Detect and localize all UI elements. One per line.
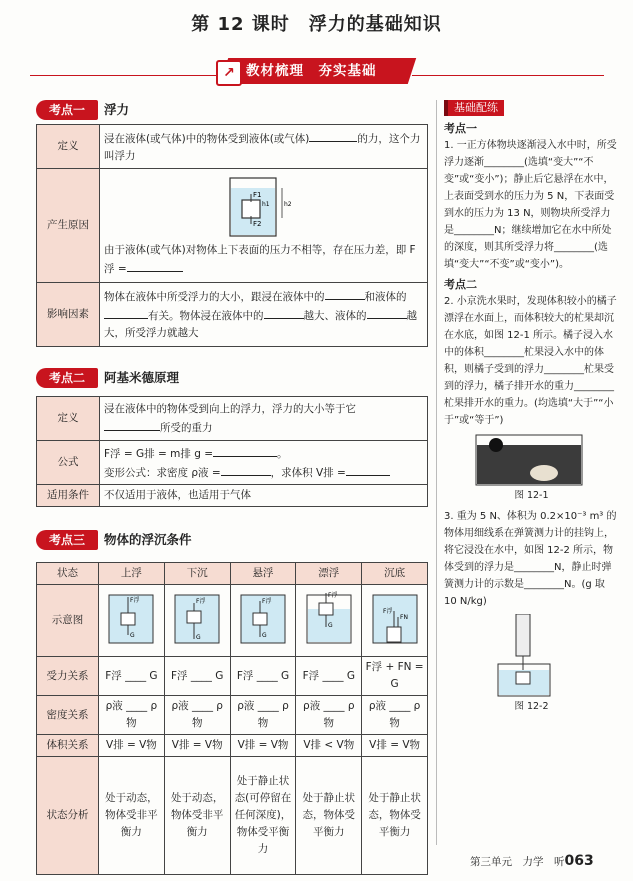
kp3-header-suspend: 悬浮 xyxy=(230,563,296,585)
kp3-diagram-row xyxy=(37,585,428,657)
blank xyxy=(346,463,390,476)
blank xyxy=(264,306,304,319)
blank xyxy=(104,306,148,319)
practice-tag: 基础配练 xyxy=(444,100,504,116)
kp3-header-state: 状态 xyxy=(37,563,99,585)
svg-text:F浮: F浮 xyxy=(196,597,206,605)
kp2-heading xyxy=(36,368,426,388)
kp3-label-diagram: 示意图 xyxy=(37,585,99,657)
kp2-row-conditions xyxy=(37,485,428,507)
blank xyxy=(221,463,271,476)
blank xyxy=(309,129,357,142)
kp1-tag: 考点一 xyxy=(36,100,98,120)
kp2-name: 阿基米德原理 xyxy=(104,370,180,385)
kp3-table xyxy=(36,562,428,875)
fig-12-1-image xyxy=(474,433,584,487)
diagram-float xyxy=(303,589,355,647)
section-banner xyxy=(216,58,412,84)
fig-f2: F2 xyxy=(253,219,262,228)
svg-text:F浮: F浮 xyxy=(130,596,140,604)
fig-12-1-caption: 图 12-1 xyxy=(514,490,549,501)
banner-text: 教材梳理 夯实基础 xyxy=(246,63,377,79)
kp2-cell-definition: 浸在液体中的物体受到向上的浮力，浮力的大小等于它 所受的重力 xyxy=(100,397,428,441)
svg-text:FN: FN xyxy=(399,613,408,621)
blank xyxy=(104,418,160,431)
diagram-bottom-cell xyxy=(362,585,428,657)
kp3-header-bottom: 沉底 xyxy=(362,563,428,585)
kp2-cell-formula: F浮 = G排 = m排 g = 。 变形公式：求密度 ρ液 = ，求体积 V排 = xyxy=(100,441,428,485)
kp3-header-float: 漂浮 xyxy=(296,563,362,585)
footer-unit: 第三单元 力学 xyxy=(470,856,544,868)
kp1-name: 浮力 xyxy=(104,102,130,117)
svg-text:F浮: F浮 xyxy=(261,597,272,605)
svg-text:G: G xyxy=(327,621,333,629)
kp3-row-density: 密度关系 ρ液 ____ ρ物 ρ液 ____ ρ物 ρ液 ____ ρ物 ρ液 ____ ρ物 ρ液 ____ ρ物 xyxy=(37,696,428,735)
kp2-cell-conditions: 不仅适用于液体，也适用于气体 xyxy=(100,485,428,507)
kp1-cell-cause: F1 F2 h1 h2 由于液体(或气体)对物体上下表面的压力不相等，存在压力差，即 F浮 = xyxy=(100,169,428,283)
kp2-label-formula: 公式 xyxy=(37,441,100,485)
question-3: 3. 重为 5 N、体积为 0.2×10⁻³ m³ 的物体用细线系在弹簧测力计的挂钩上，将它浸没在水中，如图 12-2 所示，物体受到的浮力是________N，静止时弹簧测力计的示数是________N。(g 取 10 N/kg) xyxy=(444,511,617,607)
kp2-label-definition: 定义 xyxy=(37,397,100,441)
fig-12-2-caption: 图 12-2 xyxy=(514,701,549,712)
kp3-tag: 考点三 xyxy=(36,530,98,550)
column-divider xyxy=(436,100,437,845)
kp1-label-definition: 定义 xyxy=(37,125,100,169)
kp1-row-definition xyxy=(37,125,428,169)
diagram-suspend xyxy=(237,589,289,647)
page-footer xyxy=(470,853,594,869)
buoyancy-cause-figure xyxy=(224,174,294,238)
diagram-sink-cell xyxy=(164,585,230,657)
kp3-header-row xyxy=(37,563,428,585)
practice-sub2: 考点二 xyxy=(444,278,477,291)
fig-h1: h1 xyxy=(262,200,270,208)
fig-12-2-image xyxy=(494,614,554,698)
kp2-table xyxy=(36,396,428,507)
svg-text:G: G xyxy=(130,631,136,639)
page-number: 063 xyxy=(564,853,594,869)
kp3-heading xyxy=(36,530,426,550)
kp2-row-formula xyxy=(37,441,428,485)
svg-text:F浮: F浮 xyxy=(327,591,338,599)
diagram-rise xyxy=(105,589,157,647)
kp1-row-factors xyxy=(37,283,428,347)
kp3-row-volume: 体积关系 V排 = V物 V排 = V物 V排 = V物 V排 < V物 V排 = V物 xyxy=(37,735,428,757)
blank xyxy=(367,306,407,319)
banner-rule-right xyxy=(412,75,604,76)
page-title: 第 12 课时 浮力的基础知识 xyxy=(191,14,442,35)
kp1-row-cause xyxy=(37,169,428,283)
practice-sub1: 考点一 xyxy=(444,122,477,135)
kp3-name: 物体的浮沉条件 xyxy=(104,532,192,547)
kp3-header-rise: 上浮 xyxy=(99,563,165,585)
diagram-rise-cell xyxy=(99,585,165,657)
kp1-cell-definition: 浸在液体(或气体)中的物体受到液体(或气体) 的力，这个力叫浮力 xyxy=(100,125,428,169)
kp2-tag: 考点二 xyxy=(36,368,98,388)
question-2: 2. 小京洗水果时，发现体积较小的橘子漂浮在水面上，而体积较大的杧果却沉在水底，如图 12-1 所示。橘子浸入水中的体积________杧果浸入水中的体积，则橘子受到的浮力________杧果受到的浮力，橘子排开水的重力________杧果排开水的重力。(均选填“大于”“小于”或“等于”) xyxy=(444,296,617,426)
fig-f1: F1 xyxy=(253,190,262,199)
banner-rule-left xyxy=(30,75,216,76)
question-1: 1. 一正方体物块逐渐浸入水中时，所受浮力逐渐________(选填“变大”“不变”或“变小”)；静止后它悬浮在水中，上表面受到水的压力为 5 N，下表面受到水的压力为 13 N，则物块所受浮力是________N；继续增加它在水中所处的深度，则其所受浮力将________(选填“变大”“不变”或“变小”)。 xyxy=(444,140,617,270)
footer-listen: 听 xyxy=(554,856,565,868)
kp3-header-sink: 下沉 xyxy=(164,563,230,585)
kp1-table xyxy=(36,124,428,347)
practice-column xyxy=(444,100,619,715)
kp3-row-analysis: 状态分析 处于动态，物体受非平衡力 处于动态，物体受非平衡力 处于静止状态(可停留在任何深度)，物体受平衡力 处于静止状态，物体受平衡力 处于静止状态，物体受平衡力 xyxy=(37,757,428,875)
diagram-sink xyxy=(171,589,223,647)
kp3-row-force: 受力关系 F浮 ____ G F浮 ____ G F浮 ____ G F浮 ____ G F浮 + FN = G xyxy=(37,657,428,696)
diagram-float-cell xyxy=(296,585,362,657)
svg-text:G: G xyxy=(196,633,201,641)
fig-h2: h2 xyxy=(284,200,292,208)
kp1-label-factors: 影响因素 xyxy=(37,283,100,347)
arrow-icon: ↗ xyxy=(216,60,242,86)
blank xyxy=(325,287,365,300)
diagram-suspend-cell xyxy=(230,585,296,657)
diagram-bottom xyxy=(369,589,421,647)
kp1-cell-factors: 物体在液体中所受浮力的大小，跟浸在液体中的 和液体的有关。物体浸在液体中的 越大、液体的 越大，所受浮力就越大 xyxy=(100,283,428,347)
svg-text:G: G xyxy=(261,631,267,639)
blank xyxy=(127,259,183,272)
svg-text:F浮: F浮 xyxy=(382,607,393,615)
kp1-label-cause: 产生原因 xyxy=(37,169,100,283)
kp2-row-definition xyxy=(37,397,428,441)
kp1-heading xyxy=(36,100,426,120)
kp2-label-conditions: 适用条件 xyxy=(37,485,100,507)
blank xyxy=(213,444,277,457)
